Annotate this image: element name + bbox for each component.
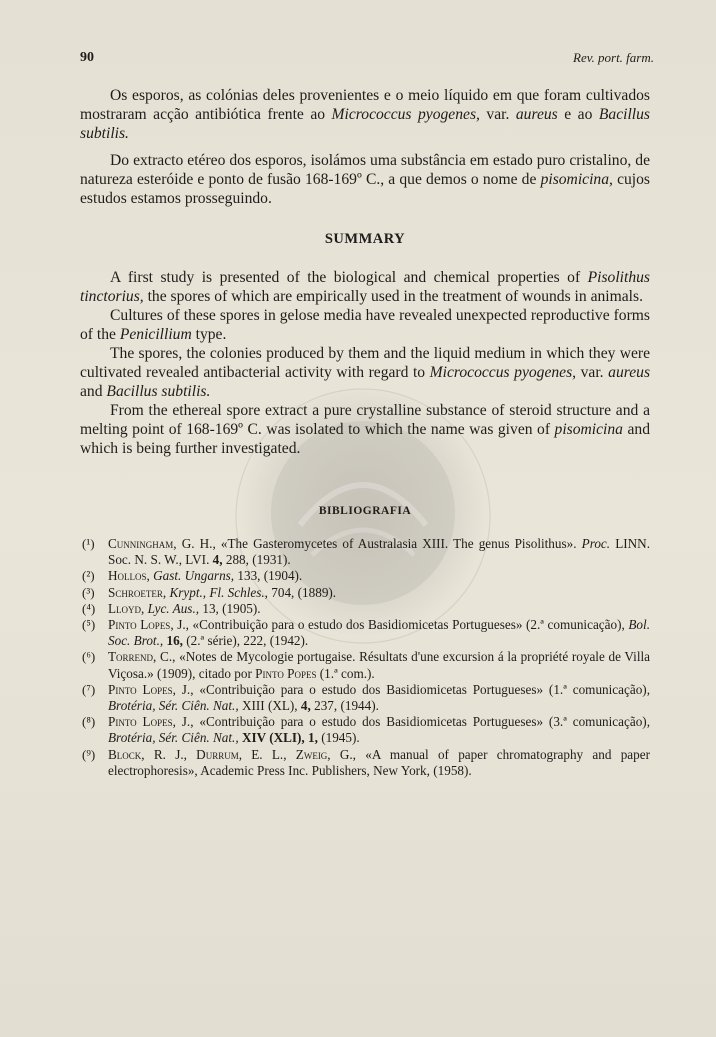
portuguese-conclusion (80, 86, 650, 208)
reference-list (80, 536, 650, 779)
reference-item: (⁸) Pinto Lopes, J., «Contribuição para o estudo dos Basidiomicetas Portugueses» (3.ª comunicação), Brotéria, Sér. Ciên. Nat., XIV (XLI), 1, (1945). (82, 714, 650, 746)
journal-name: Rev. port. farm. (573, 50, 654, 65)
page-number: 90 (80, 50, 94, 65)
reference-item: (¹) Cunningham, G. H., «The Gasteromycetes of Australasia XIII. The genus Pisolithus». Proc. LINN. Soc. N. S. W., LVI. 4, 288, (1931). (82, 536, 650, 568)
paragraph: From the ethereal spore extract a pure crystalline substance of steroid structure and a melting point of 168-169º C. was isolated to which the name was given of pisomicina and which is being further investigated. (80, 402, 650, 457)
summary-heading: SUMMARY (324, 231, 406, 247)
summary-body (80, 268, 650, 458)
paragraph: The spores, the colonies produced by them and the liquid medium in which they were cultivated revealed antibacterial activity with regard to Micrococcus pyogenes, var. aureus and Bacillus subtilis. (80, 345, 651, 400)
paragraph: A first study is presented of the biological and chemical properties of Pisolithus tinctorius, the spores of which are empirically used in the treatment of wounds in animals. (80, 269, 650, 305)
reference-item: (³) Schroeter, Krypt., Fl. Schles., 704, (1889). (82, 584, 337, 600)
reference-item: (⁴) Lloyd, Lyc. Aus., 13, (1905). (82, 600, 261, 616)
reference-item: (⁵) Pinto Lopes, J., «Contribuição para o estudo dos Basidiomicetas Portugueses» (2.ª comunicação), Bol. Soc. Brot., 16, (2.ª série), 222, (1942). (82, 617, 650, 649)
bibliography-heading: BIBLIOGRAFIA (318, 505, 412, 517)
reference-item: (⁶) Torrend, C., «Notes de Mycologie portugaise. Résultats d'une excursion á la propriété royale de Villa Viçosa.» (1909), citado por Pinto Popes (1.ª com.). (82, 649, 650, 681)
running-header (80, 50, 656, 70)
paragraph: Os esporos, as colónias deles provenientes e o meio líquido em que foram cultivados mostraram acção antibiótica frente ao Micrococcus pyogenes, var. aureus e ao Bacillus subtilis. (80, 87, 650, 142)
reference-item: (⁹) Block, R. J., Durrum, E. L., Zweig, G., «A manual of paper chromatography and paper electrophoresis», Academic Press Inc. Publishers, New York, (1958). (82, 746, 650, 778)
paragraph: Do extracto etéreo dos esporos, isolámos uma substância em estado puro cristalino, de natureza esteróide e ponto de fusão 168-169º C., a que demos o nome de pisomicina, cujos estudos estamos prosseguindo. (80, 152, 650, 207)
reference-item: (²) Hollos, Gast. Ungarns, 133, (1904). (82, 568, 303, 584)
reference-item: (⁷) Pinto Lopes, J., «Contribuição para o estudo dos Basidiomicetas Portugueses» (1.ª comunicação), Brotéria, Sér. Ciên. Nat., XIII (XL), 4, 237, (1944). (82, 681, 650, 714)
paragraph: Cultures of these spores in gelose media have revealed unexpected reproductive forms of the Penicillium type. (80, 307, 650, 343)
